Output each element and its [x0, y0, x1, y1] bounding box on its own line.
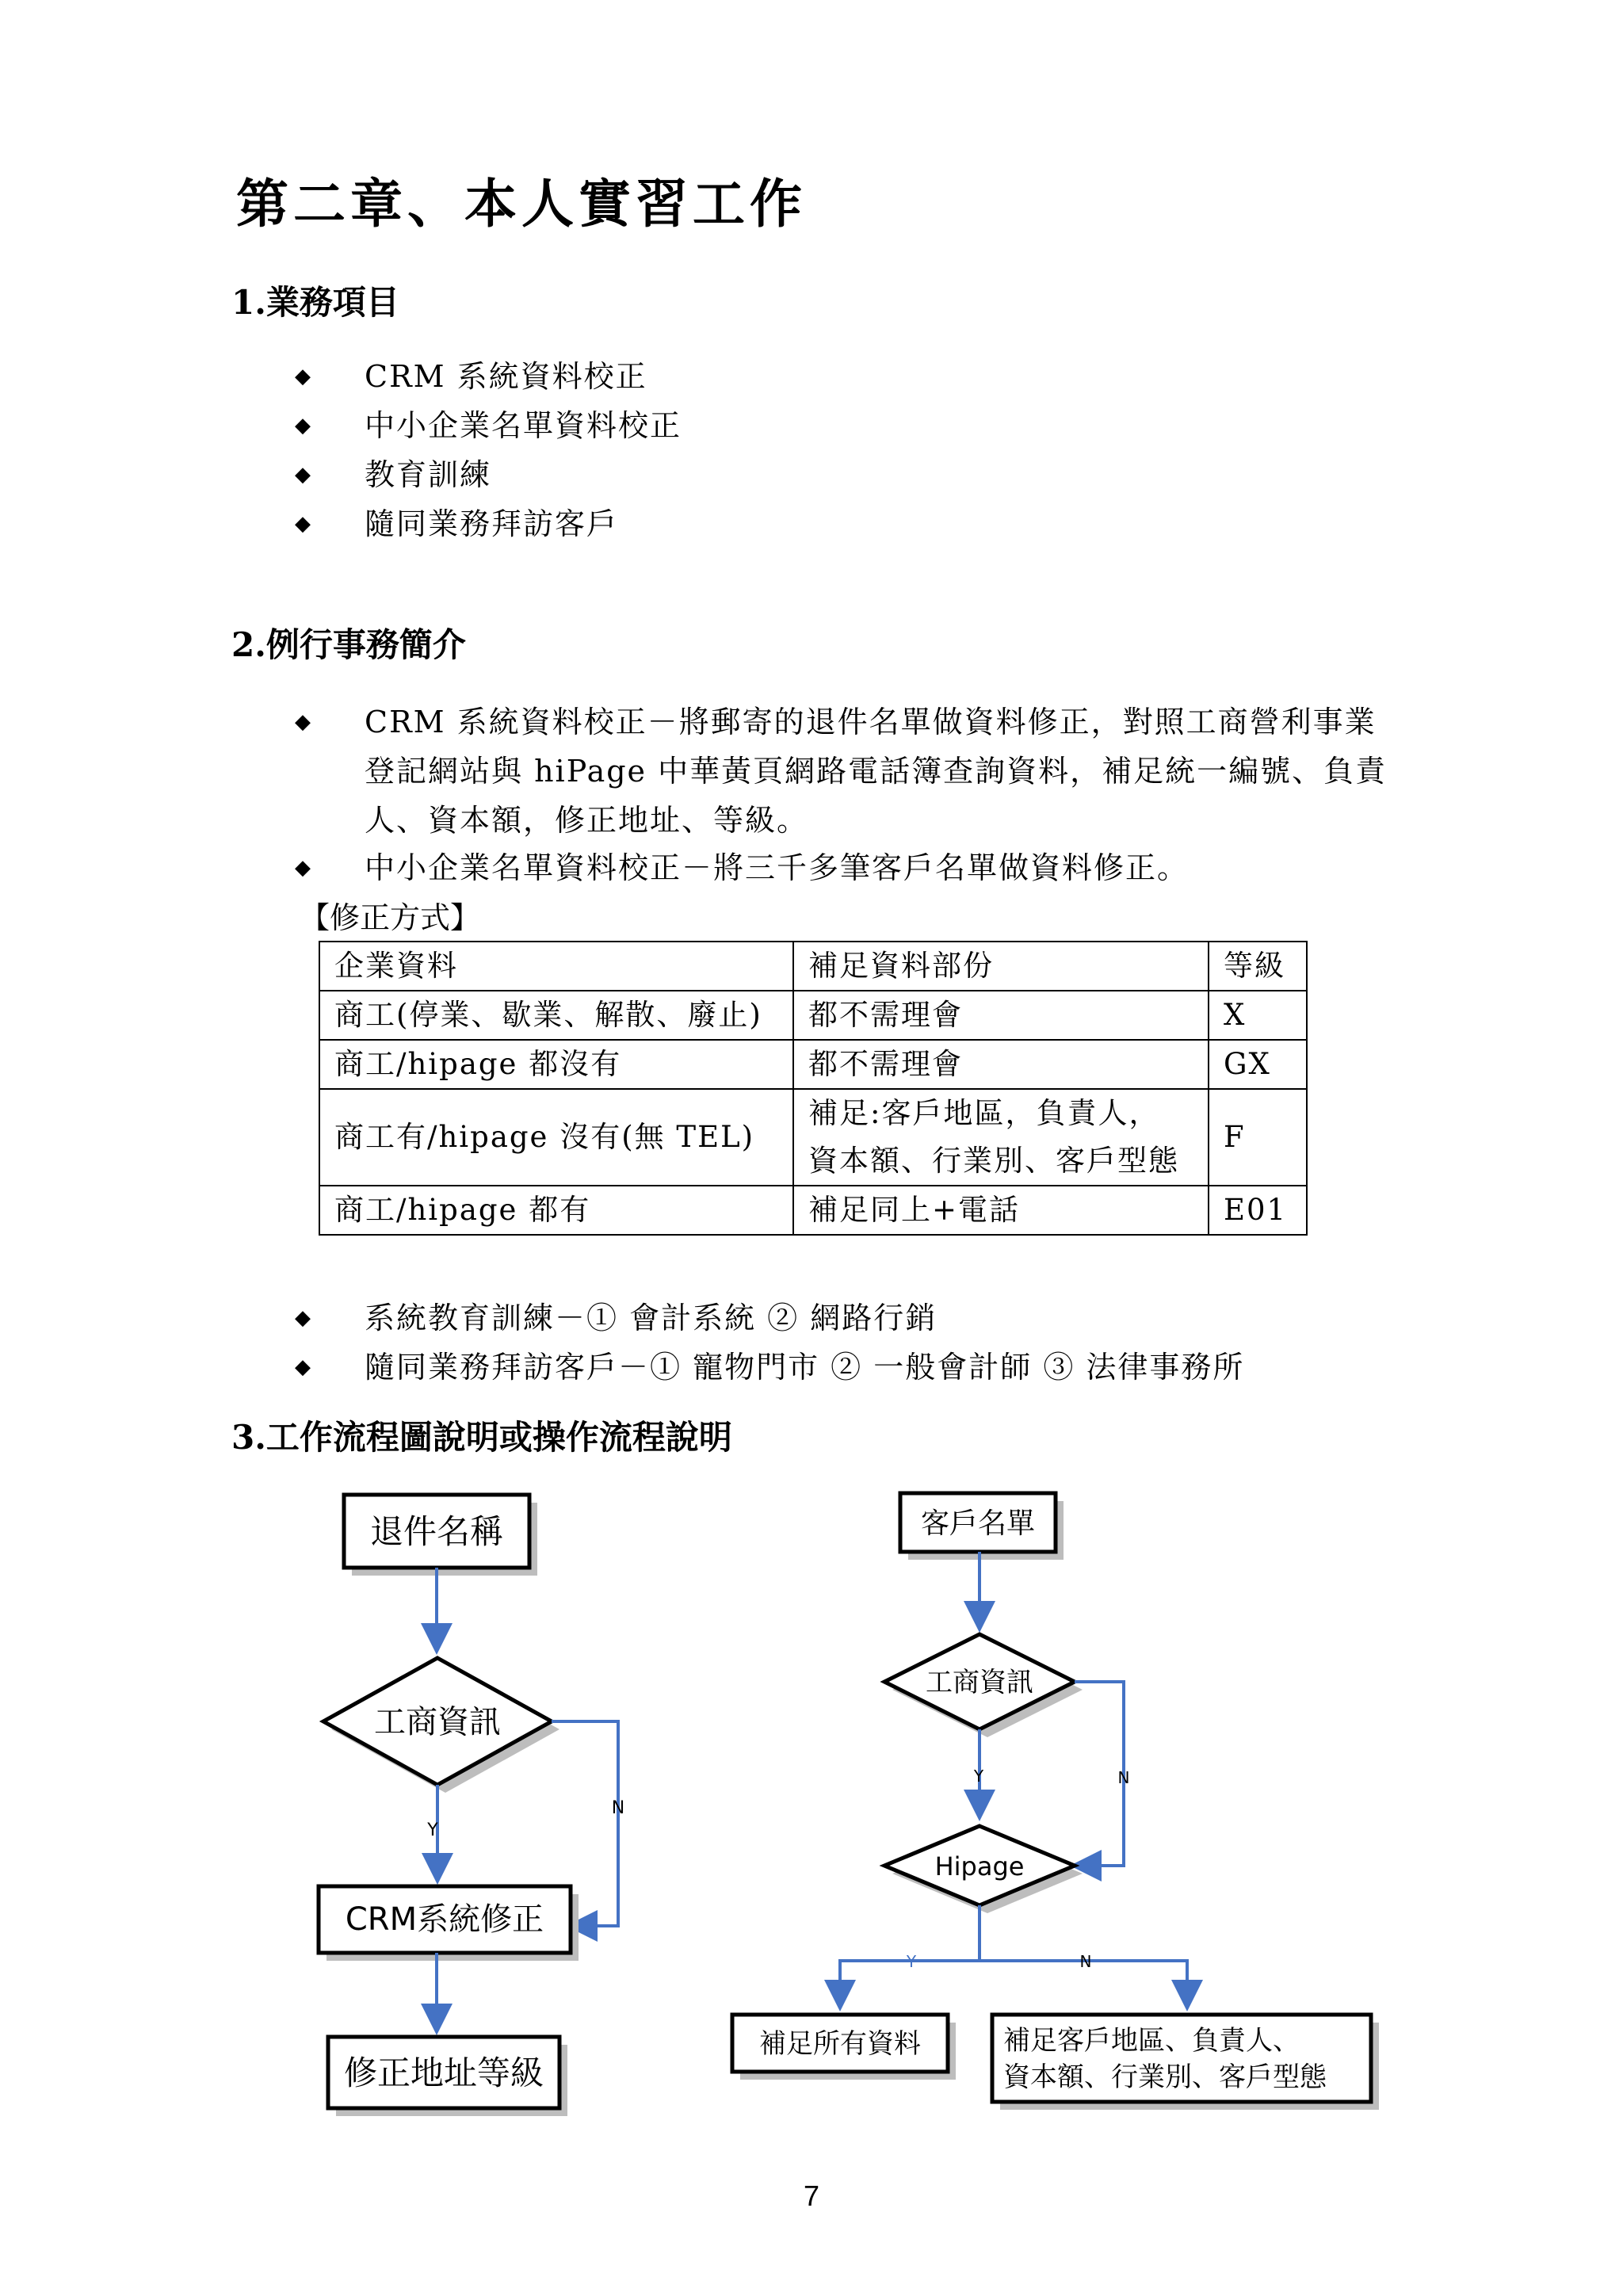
- yes-label: Y: [427, 1820, 438, 1840]
- table-cell: GX: [1209, 1040, 1307, 1089]
- chapter-title: 第二章、本人實習工作: [236, 173, 807, 235]
- table-cell: 補足:客戶地區，負責人， 資本額、行業別、客戶型態: [793, 1089, 1209, 1186]
- table-cell: 都不需理會: [793, 1040, 1209, 1089]
- right-flowchart: [732, 1493, 1379, 2110]
- diamond-bullet-icon: ◆: [295, 1355, 311, 1379]
- no-label: N: [611, 1798, 625, 1818]
- decision-label: Hipage: [934, 1851, 1025, 1881]
- table-cell: F: [1209, 1089, 1307, 1186]
- diamond-bullet-icon: ◆: [295, 463, 311, 487]
- diamond-bullet-icon: ◆: [295, 856, 311, 880]
- output-no-label-2: 資本額、行業別、客戶型態: [1003, 2061, 1327, 2093]
- section-1-title: 1.業務項目: [231, 283, 399, 322]
- start-label: 退件名稱: [369, 1512, 504, 1551]
- table-cell: 補足同上+電話: [793, 1186, 1209, 1235]
- diamond-bullet-icon: ◆: [295, 414, 311, 437]
- table-cell: 商工/hipage 都沒有: [319, 1040, 793, 1089]
- table-row: [319, 1040, 1307, 1089]
- table-cell: 商工(停業、歇業、解散、廢止): [319, 991, 793, 1040]
- section-3-title: 3.工作流程圖說明或操作流程說明: [231, 1418, 732, 1457]
- decision-label: 工商資訊: [374, 1704, 501, 1740]
- method-label: 【修正方式】: [300, 900, 481, 935]
- page-number: 7: [803, 2179, 820, 2212]
- output-yes-label: 補足所有資料: [759, 2028, 921, 2060]
- table-cell: 都不需理會: [793, 991, 1209, 1040]
- no-label: N: [1117, 1768, 1130, 1787]
- no-label: N: [1079, 1952, 1092, 1971]
- flow-arrow-no: [1075, 1682, 1124, 1866]
- diamond-bullet-icon: ◆: [295, 710, 311, 734]
- diamond-bullet-icon: ◆: [295, 512, 311, 536]
- table-cell: 商工有/hipage 沒有(無 TEL): [319, 1089, 793, 1186]
- decision-label: 工商資訊: [926, 1667, 1033, 1698]
- yes-label: Y: [973, 1767, 984, 1786]
- output-no-label-1: 補足客戶地區、負責人、: [1003, 2025, 1300, 2057]
- section-2-title: 2.例行事務簡介: [231, 625, 466, 664]
- correction-method-table: [319, 941, 1308, 1236]
- left-flowchart: [319, 1495, 624, 2116]
- table-header: 補足資料部份: [793, 942, 1209, 991]
- table-row: [319, 1186, 1307, 1235]
- table-cell: 商工/hipage 都有: [319, 1186, 793, 1235]
- end-label: 修正地址等級: [343, 2053, 544, 2092]
- workflow-diagram: [301, 1482, 1426, 2132]
- table-row: [319, 1089, 1307, 1186]
- diamond-bullet-icon: ◆: [295, 1306, 311, 1330]
- table-header: 企業資料: [319, 942, 793, 991]
- diamond-bullet-icon: ◆: [295, 365, 311, 388]
- process-label: CRM系統修正: [345, 1901, 544, 1938]
- table-row: [319, 991, 1307, 1040]
- yes-label: Y: [906, 1952, 917, 1971]
- table-cell: X: [1209, 991, 1307, 1040]
- table-cell: E01: [1209, 1186, 1307, 1235]
- table-header: 等級: [1209, 942, 1307, 991]
- start-label: 客戶名單: [920, 1507, 1036, 1540]
- table-header-row: [319, 942, 1307, 991]
